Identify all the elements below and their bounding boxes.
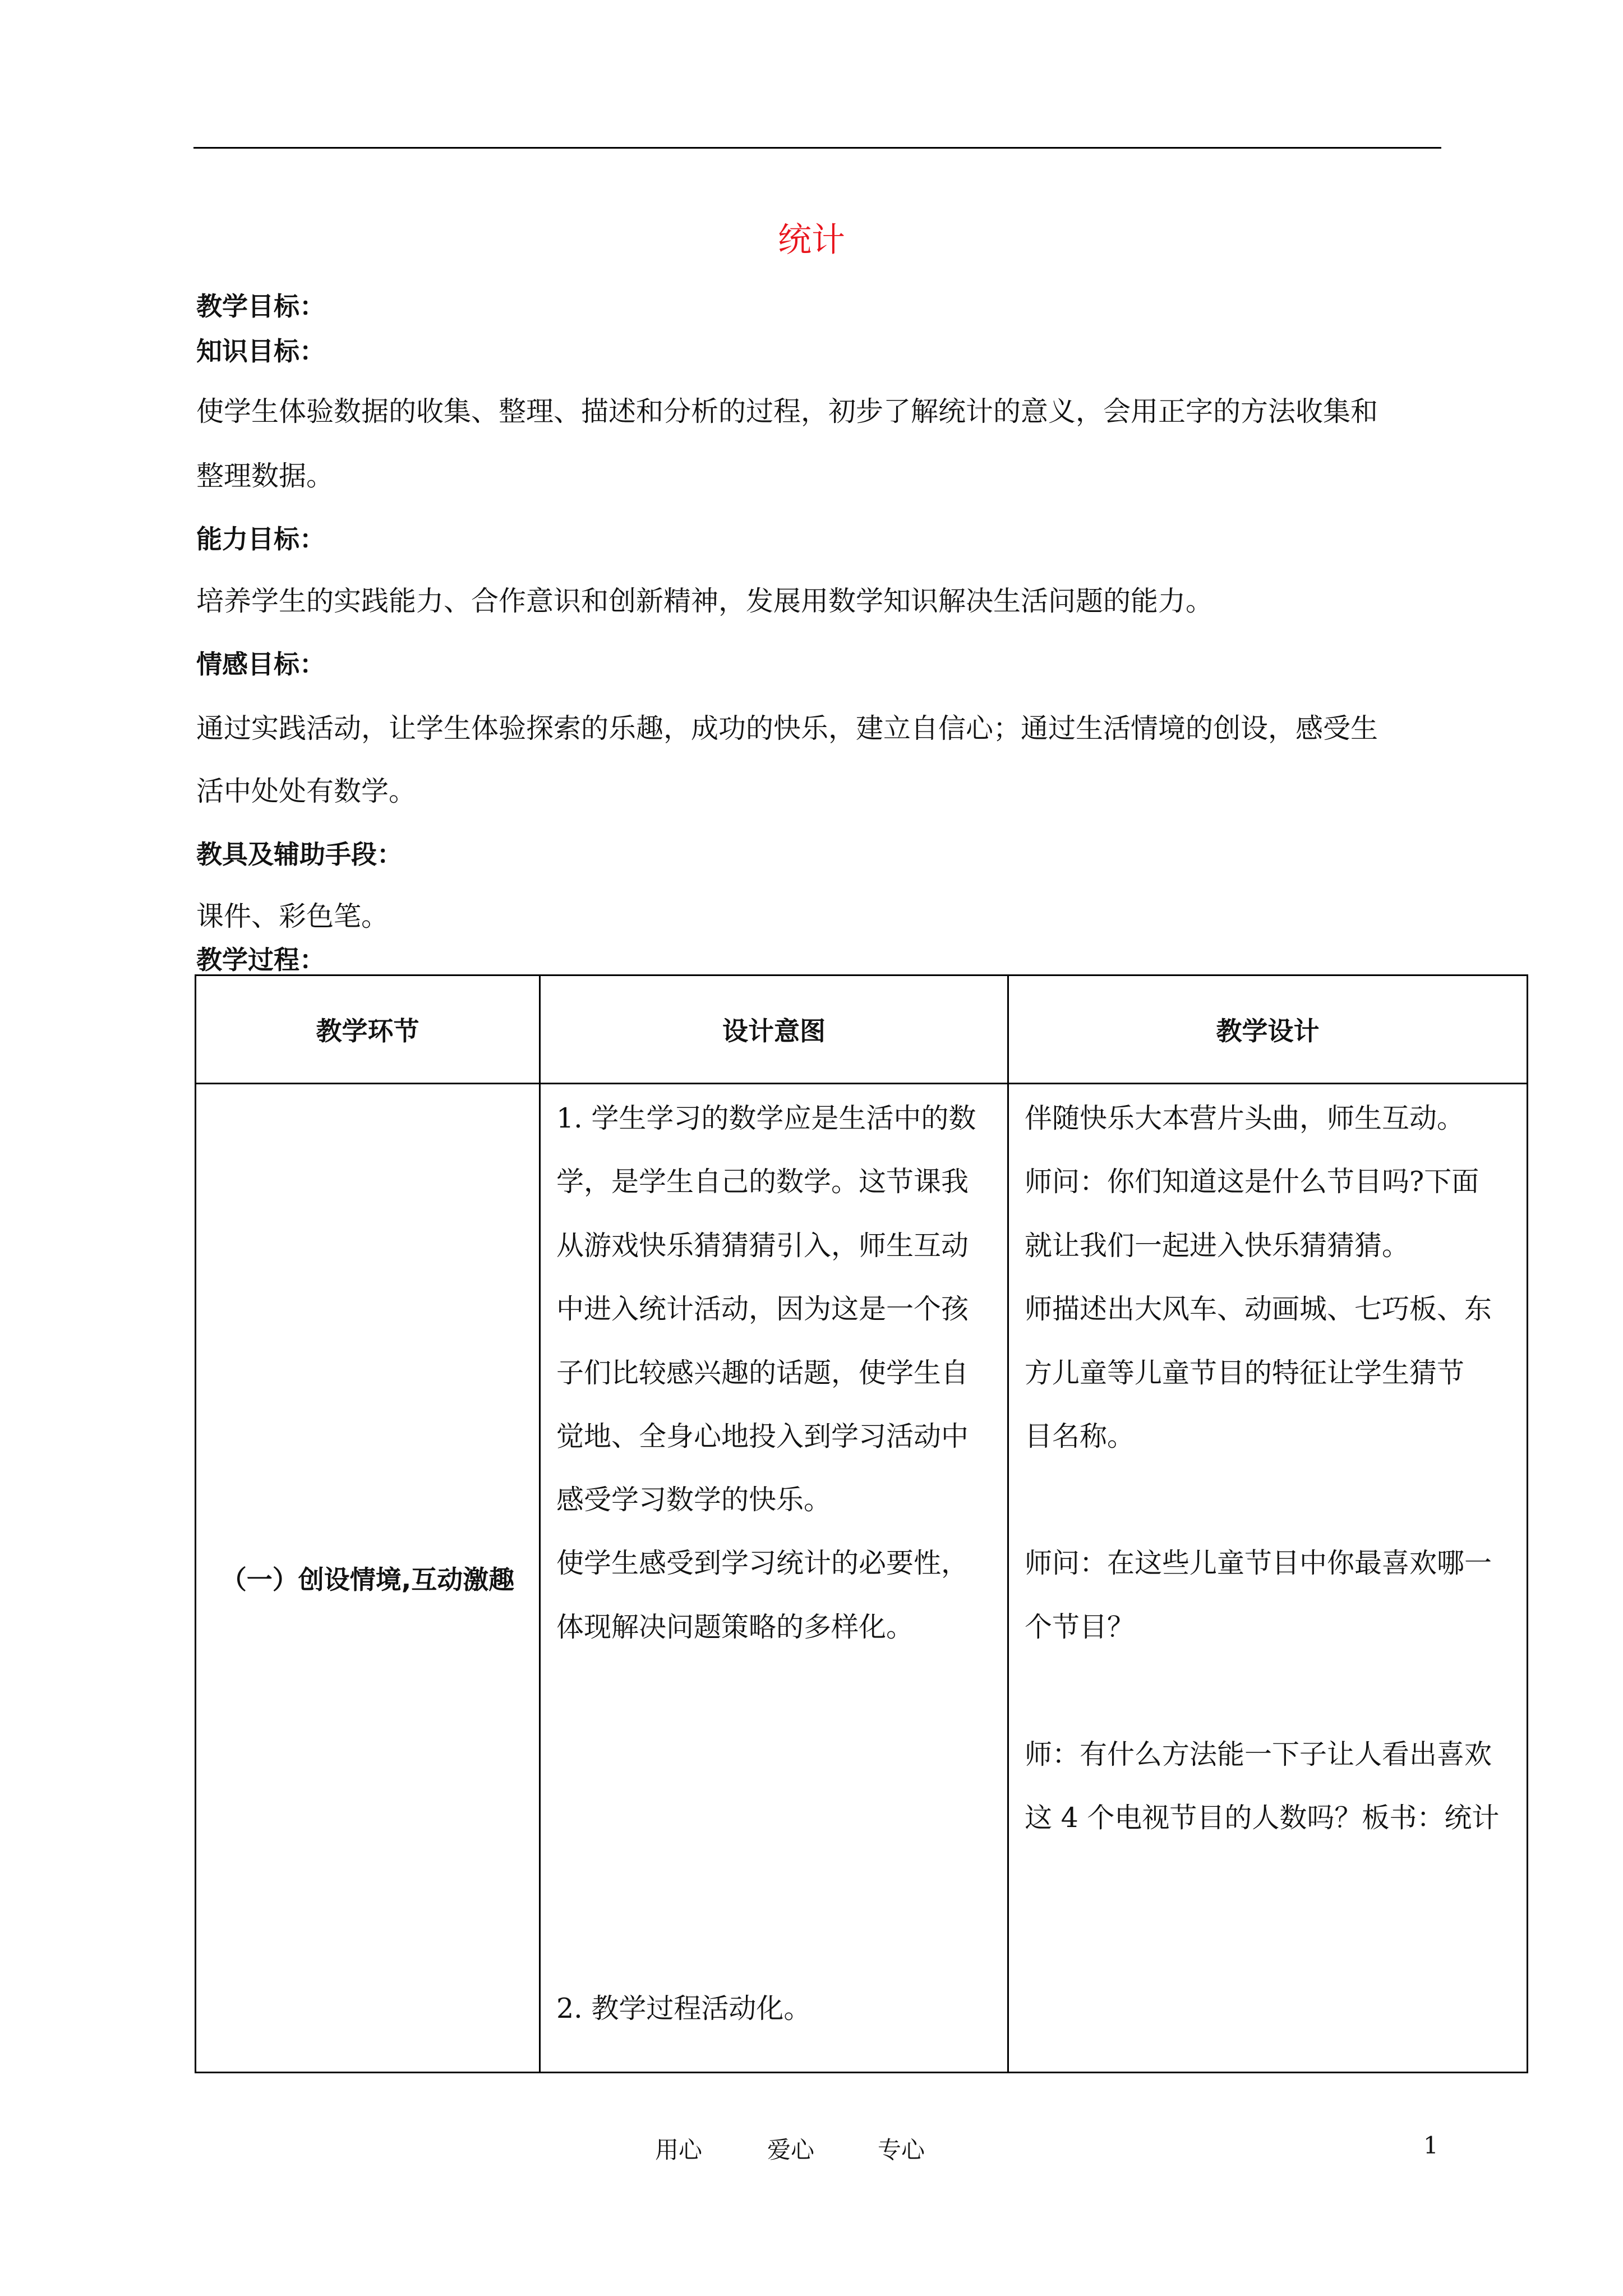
header-rule xyxy=(193,147,1441,149)
document-title: 统计 xyxy=(778,220,845,260)
header-design: 教学设计 xyxy=(1008,976,1528,1084)
knowledge-text-line-2: 整理数据。 xyxy=(196,460,334,492)
design-line: 就让我们一起进入快乐猜猜猜。 xyxy=(1025,1230,1410,1262)
objectives-heading: 教学目标： xyxy=(196,291,325,321)
intent-line: 学，是学生自己的数学。这节课我 xyxy=(556,1166,969,1198)
header-intent: 设计意图 xyxy=(540,976,1008,1084)
stage-cell: （一）创设情境,互动激趣 xyxy=(196,1084,540,2073)
intent-line: 使学生感受到学习统计的必要性， xyxy=(556,1547,969,1579)
intent-cell xyxy=(540,1084,1008,2073)
footer-slogan-1: 用心 xyxy=(655,2136,703,2164)
design-cell xyxy=(1008,1084,1528,2073)
header-stage: 教学环节 xyxy=(196,976,540,1084)
design-line: 个节目？ xyxy=(1025,1611,1135,1643)
design-line: 这 4 个电视节目的人数吗？板书：统计 xyxy=(1025,1802,1500,1834)
teaching-process-table xyxy=(195,974,1528,2073)
design-line: 师问：在这些儿童节目中你最喜欢哪一 xyxy=(1025,1547,1492,1579)
design-line: 伴随快乐大本营片头曲，师生互动。 xyxy=(1025,1102,1465,1134)
intent-line: 感受学习数学的快乐。 xyxy=(556,1484,832,1516)
process-heading: 教学过程： xyxy=(196,945,325,975)
intent-line: 1. 学生学习的数学应是生活中的数 xyxy=(556,1102,976,1134)
design-line: 目名称。 xyxy=(1025,1420,1135,1452)
tools-heading: 教具及辅助手段： xyxy=(196,839,403,869)
design-line: 师问：你们知道这是什么节目吗?下面 xyxy=(1025,1166,1479,1198)
ability-text-line-1: 培养学生的实践能力、合作意识和创新精神，发展用数学知识解决生活问题的能力。 xyxy=(196,585,1214,617)
table-header-row xyxy=(196,976,1528,1084)
footer-slogan-2: 爱心 xyxy=(767,2136,815,2164)
footer-slogan-3: 专心 xyxy=(878,2136,925,2164)
intent-line: 中进入统计活动，因为这是一个孩 xyxy=(556,1293,969,1325)
intent-line: 2. 教学过程活动化。 xyxy=(556,1993,811,2024)
intent-line: 体现解决问题策略的多样化。 xyxy=(556,1611,914,1643)
emotion-text-line-2: 活中处处有数学。 xyxy=(196,775,417,807)
design-line: 方儿童等儿童节目的特征让学生猜节 xyxy=(1025,1357,1465,1389)
page-number: 1 xyxy=(1423,2132,1438,2159)
emotion-text-line-1: 通过实践活动，让学生体验探索的乐趣，成功的快乐，建立自信心；通过生活情境的创设，感受生 xyxy=(196,712,1378,744)
ability-heading: 能力目标： xyxy=(196,524,325,554)
intent-line: 从游戏快乐猜猜猜引入，师生互动 xyxy=(556,1230,969,1262)
table-row xyxy=(196,1084,1528,2073)
intent-line: 觉地、全身心地投入到学习活动中 xyxy=(556,1420,969,1452)
design-line: 师描述出大风车、动画城、七巧板、东 xyxy=(1025,1293,1492,1325)
emotion-heading: 情感目标： xyxy=(196,649,325,679)
tools-text-line-1: 课件、彩色笔。 xyxy=(196,900,389,932)
intent-line: 子们比较感兴趣的话题，使学生自 xyxy=(556,1357,969,1389)
knowledge-heading: 知识目标： xyxy=(196,336,325,366)
knowledge-text-line-1: 使学生体验数据的收集、整理、描述和分析的过程，初步了解统计的意义，会用正字的方法收集和 xyxy=(196,395,1378,427)
design-line: 师：有什么方法能一下子让人看出喜欢 xyxy=(1025,1738,1492,1770)
